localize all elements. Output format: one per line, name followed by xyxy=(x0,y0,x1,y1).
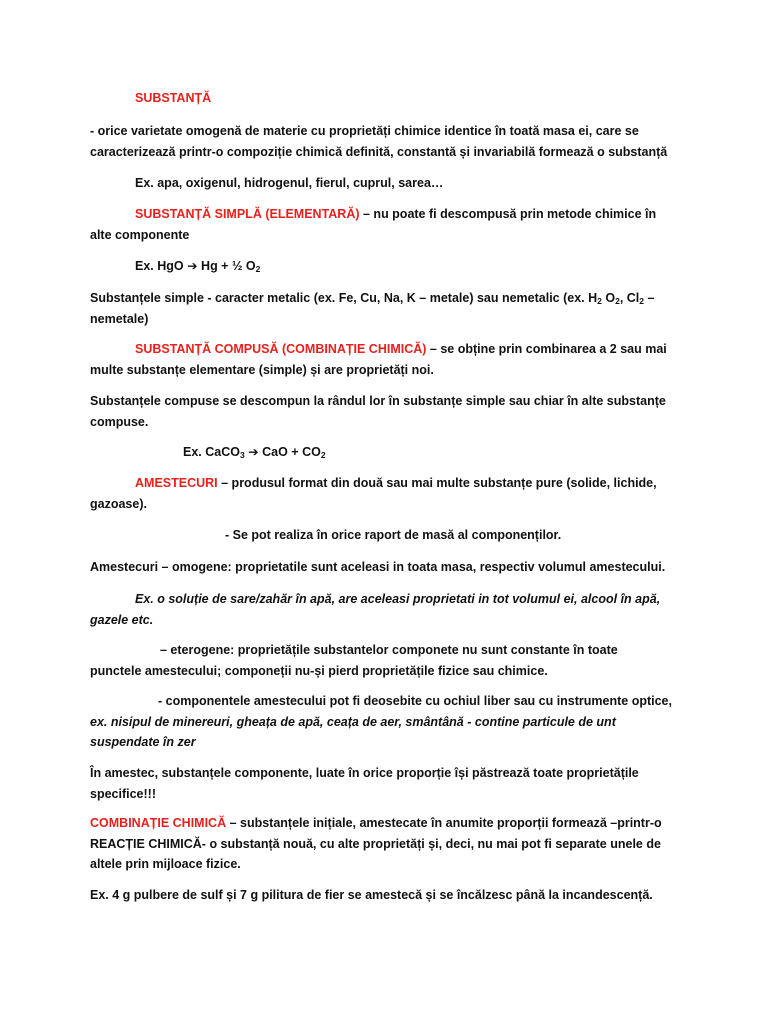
text-run: O xyxy=(601,291,616,305)
subscript: 2 xyxy=(597,296,602,306)
chemical-combination-text: – substanțele inițiale, amestecate în anumite proporții formează –printr-o REACȚIE CHIMICĂ- o substanță nouă, cu alte proprietăți și, deci, nu mai pot fi separate unele de altele prin mijloace fizice. xyxy=(90,816,662,871)
mixtures-paragraph xyxy=(90,473,672,514)
sulfur-iron-example: Ex. 4 g pulbere de sulf și 7 g pilitura de fier se amestecă și se încălzesc până la incandescență. xyxy=(90,888,653,902)
text-run: , Cl xyxy=(619,291,640,305)
mixtures-text: – produsul format din două sau mai multe substanțe pure (solide, lichide, gazoase). xyxy=(90,476,657,511)
example-hgo-text: Ex. HgO ➔ Hg + ½ O xyxy=(135,259,256,273)
page-title: SUBSTANȚĂ xyxy=(135,91,212,105)
simple-substance-paragraph xyxy=(90,204,672,245)
components-paragraph xyxy=(90,691,672,753)
text-run: - componentele amestecului pot fi deosebite cu ochiul liber sau cu instrumente optice, xyxy=(158,694,672,708)
subscript: 3 xyxy=(239,450,245,460)
text-run: Ex. CaCO xyxy=(183,445,240,459)
compound-substance-paragraph xyxy=(90,339,672,380)
simple-substance-heading: SUBSTANȚĂ SIMPLĂ (ELEMENTARĂ) xyxy=(135,207,360,221)
subscript: 2 xyxy=(255,264,261,274)
subscript: 2 xyxy=(320,450,326,460)
compound-substance-text: – se obține prin combinarea a 2 sau mai multe substanțe elementare (simple) și are proprietăți noi. xyxy=(90,342,667,377)
chemical-combination-heading: COMBINAȚIE CHIMICĂ xyxy=(90,816,227,830)
homogeneous-mixtures-paragraph: Amestecuri – omogene: proprietatile sunt aceleasi in toata masa, respectiv volumul amestecului. xyxy=(90,560,666,574)
example-substances: Ex. apa, oxigenul, hidrogenul, fierul, cuprul, sarea… xyxy=(135,176,444,190)
chemical-combination-paragraph xyxy=(90,813,672,875)
mass-ratio-line: - Se pot realiza în orice raport de masă al componenților. xyxy=(225,528,562,542)
compound-decompose-paragraph: Substanțele compuse se descompun la rândul lor în substanțe simple sau chiar în alte substanțe compuse. xyxy=(90,394,666,429)
solution-example: Ex. o soluție de sare/zahăr în apă, are aceleasi proprietati in tot volumul ei, alcool în apă, gazele etc. xyxy=(90,592,661,627)
text-run: ➔ CaO + CO xyxy=(244,445,321,459)
compound-substance-heading: SUBSTANȚĂ COMPUSĂ (COMBINAȚIE CHIMICĂ) xyxy=(135,342,427,356)
heterogeneous-mixtures-paragraph: – eterogene: proprietățile substantelor componete nu sunt constante în toate punctele amestecului; componeții nu-și pierd proprietățile fizice sau chimice. xyxy=(90,643,618,678)
mixtures-heading: AMESTECURI xyxy=(135,476,218,490)
subscript: 2 xyxy=(615,296,620,306)
mixture-proportion-paragraph: În amestec, substanțele componente, luate în orice proporție își păstrează toate proprietățile specifice!!! xyxy=(90,766,639,801)
subscript: 2 xyxy=(639,296,645,306)
text-run: Substanțele simple - caracter metalic (ex. Fe, Cu, Na, K – metale) sau nemetalic (ex. H xyxy=(90,291,598,305)
definition-paragraph: - orice varietate omogenă de materie cu proprietăți chimice identice în toată masa ei, care se caracterizează printr-o compoziție chimică definită, constantă și invariabilă formează o substanță xyxy=(90,124,668,159)
simple-substance-text: – nu poate fi descompusă prin metode chimice în alte componente xyxy=(90,207,657,242)
example-hgo xyxy=(90,256,672,277)
text-run: – nemetale) xyxy=(90,291,655,326)
simple-character-paragraph xyxy=(90,288,672,329)
italic-examples: ex. nisipul de minereuri, gheața de apă, ceața de aer, smântână - contine particule de unt suspendate în zer xyxy=(90,714,616,749)
example-caco3 xyxy=(90,442,672,463)
